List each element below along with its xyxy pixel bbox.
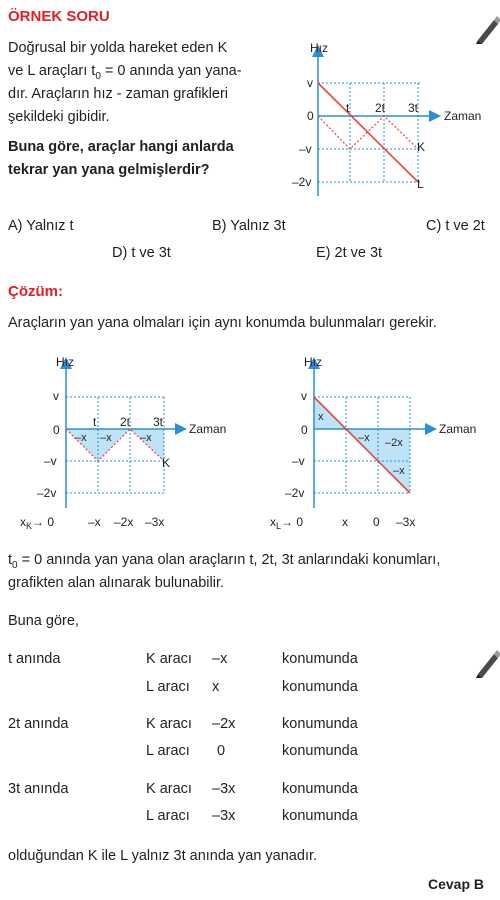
row-word: konumunda xyxy=(282,781,358,797)
s1-label-K: K xyxy=(162,456,171,470)
option-a: A) Yalnız t xyxy=(8,218,74,234)
s1-y-title: Hız xyxy=(56,355,74,369)
q-y-title: Hız xyxy=(310,41,328,55)
row-car: K aracı xyxy=(146,781,192,797)
row-val: 0 xyxy=(217,743,226,759)
s1-tick-3t: 3t xyxy=(153,415,164,429)
s2-tick-0: 0 xyxy=(301,423,308,437)
answer-label: Cevap B xyxy=(428,876,485,892)
question-line-3: dır. Araçların hız - zaman grafikleri xyxy=(8,86,228,102)
q-tick-m2v: –2v xyxy=(292,175,312,189)
s2-area-2: –x xyxy=(358,432,370,444)
row-val: –x xyxy=(212,651,228,667)
row-car: K aracı xyxy=(146,716,192,732)
s1-area-3: –x xyxy=(140,432,152,444)
s1-area-1: –x xyxy=(75,432,87,444)
s2-y-title: Hız xyxy=(304,355,322,369)
q-tick-mv: –v xyxy=(299,142,312,156)
option-c: C) t ve 2t xyxy=(426,218,485,234)
question-graph xyxy=(292,36,498,236)
row-time: 2t anında xyxy=(8,716,69,732)
row-val: –3x xyxy=(212,781,236,797)
q-tick-3t: 3t xyxy=(408,101,419,115)
s2-xl-label: $x_L\to 0$ xyxy=(270,515,304,531)
solution-heading: Çözüm: xyxy=(8,283,63,300)
s2-tick-v: v xyxy=(301,389,307,403)
option-b: B) Yalnız 3t xyxy=(212,218,286,234)
row-car: L aracı xyxy=(146,743,190,759)
s2-x-title: Zaman xyxy=(439,422,477,436)
s2-xl-2: 0 xyxy=(373,515,380,529)
row-time: 3t anında xyxy=(8,781,69,797)
s2-xl-1: x xyxy=(342,515,348,529)
s2-xl-3: –3x xyxy=(396,515,416,529)
solution-graph-k xyxy=(6,350,246,540)
s2-tick-m2v: –2v xyxy=(285,486,305,500)
example-heading: ÖRNEK SORU xyxy=(8,8,110,25)
s1-xk-3: –3x xyxy=(145,515,165,529)
question-line-1: Doğrusal bir yolda hareket eden K xyxy=(8,40,228,56)
row-val: x xyxy=(212,679,220,695)
row-val: –2x xyxy=(212,716,236,732)
q-tick-2t: 2t xyxy=(375,101,386,115)
solution-conclusion: olduğundan K ile L yalnız 3t anında yan yanadır. xyxy=(8,848,318,864)
row-car: L aracı xyxy=(146,679,190,695)
q-tick-v: v xyxy=(307,76,313,90)
solution-intro: Araçların yan yana olmaları için aynı konumda bulunmaları gerekir. xyxy=(8,315,437,331)
row-car: K aracı xyxy=(146,651,192,667)
s1-tick-2t: 2t xyxy=(120,415,131,429)
q-label-L: L xyxy=(417,177,424,191)
row-val: –3x xyxy=(212,808,236,824)
option-e: E) 2t ve 3t xyxy=(316,245,383,261)
q-label-K: K xyxy=(417,140,426,154)
row-car: L aracı xyxy=(146,808,190,824)
s1-tick-0: 0 xyxy=(53,423,60,437)
q-tick-0: 0 xyxy=(307,109,314,123)
s1-area-2: –x xyxy=(100,432,112,444)
q-tick-t: t xyxy=(346,101,350,115)
s1-tick-v: v xyxy=(53,389,59,403)
row-word: konumunda xyxy=(282,679,358,695)
question-line-2: ve L araçları $t_0 = 0$ anında yan yana- xyxy=(8,63,242,82)
s1-xk-2: –2x xyxy=(114,515,134,529)
s1-x-title: Zaman xyxy=(189,422,227,436)
pencil-icon-2 xyxy=(474,648,500,678)
question-line-4: şekildeki gibidir. xyxy=(8,109,110,125)
s1-tick-m2v: –2v xyxy=(37,486,57,500)
s1-tick-mv: –v xyxy=(44,454,57,468)
solution-buna-gore: Buna göre, xyxy=(8,613,79,629)
q-x-title: Zaman xyxy=(444,109,482,123)
question-ask-1: Buna göre, araçlar hangi anlarda xyxy=(8,139,234,155)
s1-xk-1: –x xyxy=(88,515,101,529)
row-word: konumunda xyxy=(282,651,358,667)
row-word: konumunda xyxy=(282,808,358,824)
s2-tick-mv: –v xyxy=(292,454,305,468)
row-word: konumunda xyxy=(282,716,358,732)
s1-tick-t: t xyxy=(93,415,97,429)
row-time: t anında xyxy=(8,651,61,667)
s2-area-1: x xyxy=(318,411,324,423)
s1-xk-label: $x_K\to 0$ xyxy=(20,515,55,531)
question-ask-2: tekrar yan yana gelmişlerdir? xyxy=(8,162,210,178)
s2-area-3: –2x xyxy=(385,437,403,449)
option-d: D) t ve 3t xyxy=(112,245,171,261)
solution-expl-2: grafikten alan alınarak bulunabilir. xyxy=(8,575,225,591)
row-word: konumunda xyxy=(282,743,358,759)
solution-graph-l xyxy=(256,350,496,540)
s2-area-4: –x xyxy=(393,465,405,477)
solution-expl-1: $t_0 = 0$ anında yan yana olan araçların t, 2t, 3t anlarındaki konumları, xyxy=(8,552,441,571)
